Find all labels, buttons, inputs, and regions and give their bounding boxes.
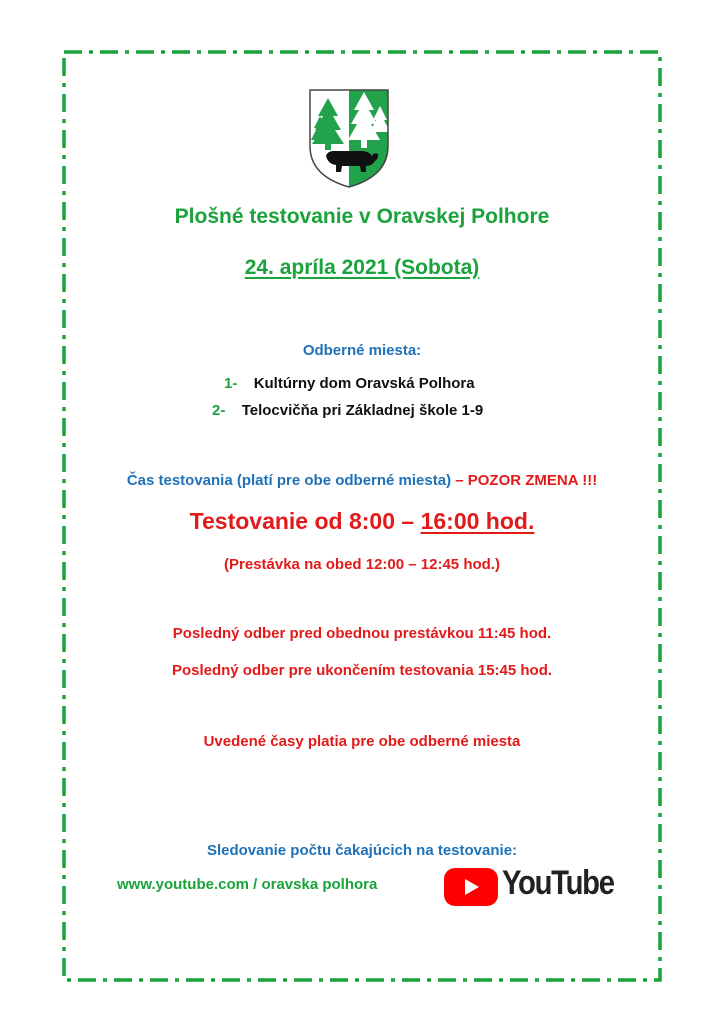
last-sample-before-break: Posledný odber pred obednou prestávkou 11:45 hod. bbox=[172, 625, 552, 642]
list-item-number: 1- bbox=[224, 375, 238, 392]
change-warning: – POZOR ZMENA !!! bbox=[455, 472, 598, 489]
youtube-logo-text: YouTube bbox=[502, 864, 614, 902]
list-item bbox=[0, 374, 724, 401]
list-item-number: 2- bbox=[212, 402, 226, 419]
testing-time-heading bbox=[0, 472, 724, 489]
testing-time-label: Čas testovania (platí pre obe odberné miesta) bbox=[126, 472, 452, 489]
testing-hours-end: 16:00 hod. bbox=[420, 508, 535, 534]
page-title: Plošné testovanie v Oravskej Polhore bbox=[174, 205, 550, 228]
list-item-label: Telocvičňa pri Základnej škole 1-9 bbox=[241, 402, 484, 419]
lunch-break: (Prestávka na obed 12:00 – 12:45 hod.) bbox=[224, 556, 500, 573]
testing-hours-start: Testovanie od 8:00 – bbox=[189, 508, 421, 534]
youtube-play-icon bbox=[444, 868, 498, 906]
sites-list bbox=[0, 374, 724, 428]
list-item bbox=[0, 401, 724, 428]
coat-of-arms-icon bbox=[306, 86, 392, 190]
youtube-logo[interactable] bbox=[444, 864, 614, 910]
youtube-link[interactable]: www.youtube.com / oravska polhora bbox=[117, 876, 378, 893]
times-note: Uvedené časy platia pre obe odberné miesta bbox=[203, 733, 521, 750]
last-sample-before-end: Posledný odber pre ukončením testovania 15:45 hod. bbox=[171, 662, 553, 679]
testing-hours bbox=[0, 508, 724, 535]
sites-heading: Odberné miesta: bbox=[302, 342, 422, 359]
queue-heading: Sledovanie počtu čakajúcich na testovanie: bbox=[206, 842, 518, 859]
testing-date: 24. apríla 2021 (Sobota) bbox=[244, 256, 480, 279]
list-item-label: Kultúrny dom Oravská Polhora bbox=[253, 375, 475, 392]
